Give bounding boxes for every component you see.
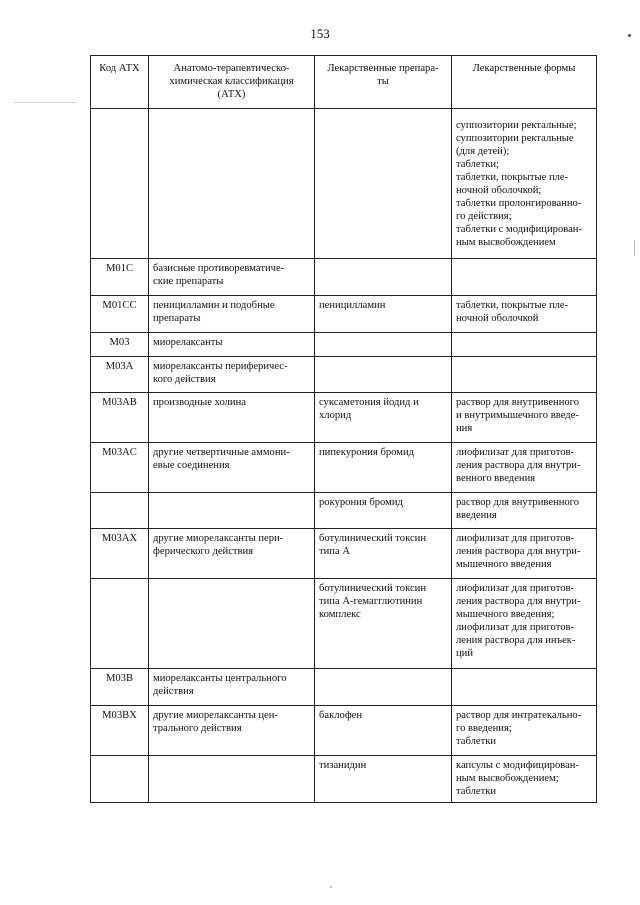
atx-code-cell bbox=[91, 756, 149, 803]
drug-cell bbox=[315, 357, 452, 393]
atx-classification-table bbox=[90, 55, 597, 803]
table-row bbox=[91, 529, 597, 579]
table-row bbox=[91, 579, 597, 669]
dosage-form-cell: лиофилизат для приготов- ления раствора для внутри- мышечного введения; лиофилизат для приготов- ления раствора для инъек- ций bbox=[452, 579, 597, 669]
classification-cell: базисные противоревматиче- ские препараты bbox=[149, 259, 315, 296]
atx-code-cell bbox=[91, 493, 149, 529]
dosage-form-cell: раствор для внутривенного введения bbox=[452, 493, 597, 529]
classification-cell bbox=[149, 756, 315, 803]
table-row bbox=[91, 706, 597, 756]
classification-cell: миорелаксанты центрального действия bbox=[149, 669, 315, 706]
dosage-form-cell: раствор для внутривенного и внутримышечного введе- ния bbox=[452, 393, 597, 443]
table-row bbox=[91, 493, 597, 529]
atx-code-cell: M01CC bbox=[91, 296, 149, 333]
drug-cell bbox=[315, 333, 452, 357]
atx-code-cell: M03BX bbox=[91, 706, 149, 756]
dosage-form-cell: лиофилизат для приготов- ления раствора для внутри- венного введения bbox=[452, 443, 597, 493]
table-row bbox=[91, 259, 597, 296]
table-row bbox=[91, 669, 597, 706]
scan-mark-left bbox=[14, 102, 76, 103]
drug-cell bbox=[315, 259, 452, 296]
table-row bbox=[91, 756, 597, 803]
scan-speck bbox=[330, 886, 332, 888]
drug-cell: пеницилламин bbox=[315, 296, 452, 333]
drug-cell: рокурония бромид bbox=[315, 493, 452, 529]
drug-cell: суксаметония йодид и хлорид bbox=[315, 393, 452, 443]
classification-cell: другие миорелаксанты цен- трального действия bbox=[149, 706, 315, 756]
drug-cell: ботулинический токсин типа А bbox=[315, 529, 452, 579]
drug-cell: тизанидин bbox=[315, 756, 452, 803]
drug-cell: пипекурония бромид bbox=[315, 443, 452, 493]
classification-cell bbox=[149, 109, 315, 259]
atx-code-cell: M03B bbox=[91, 669, 149, 706]
atx-code-cell bbox=[91, 109, 149, 259]
dosage-form-cell: таблетки, покрытые пле- ночной оболочкой bbox=[452, 296, 597, 333]
classification-cell bbox=[149, 579, 315, 669]
table-row bbox=[91, 393, 597, 443]
page-number: 153 bbox=[310, 26, 330, 41]
scan-mark-right bbox=[634, 240, 635, 256]
header-atx-code: Код АТХ bbox=[91, 56, 149, 109]
drug-cell: баклофен bbox=[315, 706, 452, 756]
atx-code-cell: M03AB bbox=[91, 393, 149, 443]
table-header-row bbox=[91, 56, 597, 109]
dosage-form-cell bbox=[452, 357, 597, 393]
atx-code-cell: M03A bbox=[91, 357, 149, 393]
table-row bbox=[91, 333, 597, 357]
classification-cell: другие миорелаксанты пери- ферического действия bbox=[149, 529, 315, 579]
classification-cell: миорелаксанты периферичес- кого действия bbox=[149, 357, 315, 393]
atx-code-cell bbox=[91, 579, 149, 669]
dosage-form-cell bbox=[452, 333, 597, 357]
header-drugs: Лекарственные препара- ты bbox=[315, 56, 452, 109]
table-row bbox=[91, 296, 597, 333]
classification-cell: другие четвертичные аммони- евые соединения bbox=[149, 443, 315, 493]
classification-cell: миорелаксанты bbox=[149, 333, 315, 357]
table-row bbox=[91, 109, 597, 259]
dosage-form-cell: суппозитории ректальные; суппозитории ректальные (для детей); таблетки; таблетки, покрытые пле- ночной оболочкой; таблетки пролонгированно- го действия; таблетки с модифицирован- ным высвобождением bbox=[452, 109, 597, 259]
classification-cell: пеницилламин и подобные препараты bbox=[149, 296, 315, 333]
table-row bbox=[91, 443, 597, 493]
atx-code-cell: M03AX bbox=[91, 529, 149, 579]
drug-cell bbox=[315, 109, 452, 259]
dosage-form-cell bbox=[452, 259, 597, 296]
scan-speck bbox=[628, 34, 631, 37]
dosage-form-cell: раствор для интратекально- го введения; таблетки bbox=[452, 706, 597, 756]
classification-cell: производные холина bbox=[149, 393, 315, 443]
atx-code-cell: M01C bbox=[91, 259, 149, 296]
header-dosage-forms: Лекарственные формы bbox=[452, 56, 597, 109]
header-classification: Анатомо-терапевтическо- химическая классификация (АТХ) bbox=[149, 56, 315, 109]
dosage-form-cell: капсулы с модифицирован- ным высвобождением; таблетки bbox=[452, 756, 597, 803]
atx-code-cell: M03AC bbox=[91, 443, 149, 493]
drug-cell bbox=[315, 669, 452, 706]
drug-cell: ботулинический токсин типа А-гемагглютинин комплекс bbox=[315, 579, 452, 669]
table-row bbox=[91, 357, 597, 393]
dosage-form-cell: лиофилизат для приготов- ления раствора для внутри- мышечного введения bbox=[452, 529, 597, 579]
classification-cell bbox=[149, 493, 315, 529]
dosage-form-cell bbox=[452, 669, 597, 706]
atx-code-cell: M03 bbox=[91, 333, 149, 357]
